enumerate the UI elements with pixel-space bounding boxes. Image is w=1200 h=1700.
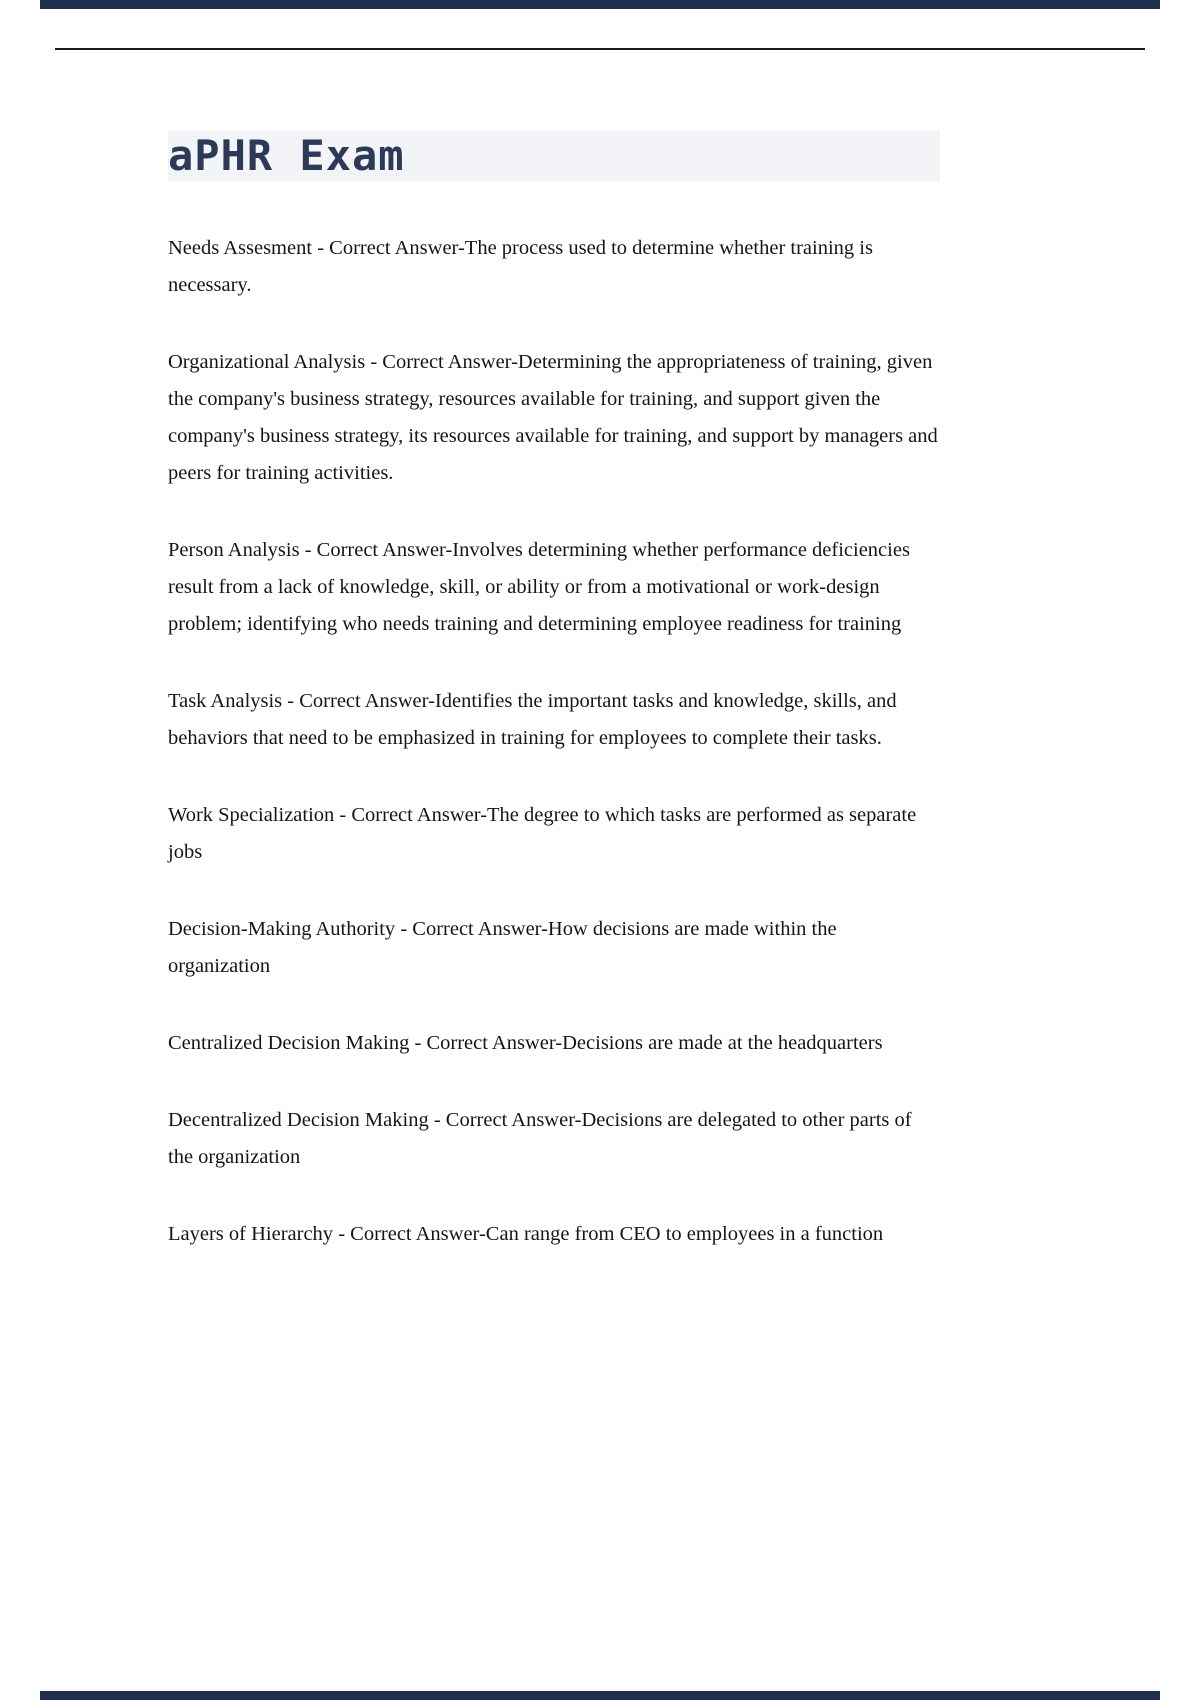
qa-item (168, 230, 940, 304)
qa-separator: - Correct Answer- (299, 539, 453, 561)
qa-term: Organizational Analysis (168, 351, 366, 373)
qa-term: Decision-Making Authority (168, 918, 396, 940)
page-title: aPHR Exam (168, 130, 940, 182)
qa-item (168, 1216, 940, 1253)
qa-separator: - Correct Answer- (334, 804, 488, 826)
qa-definition: The process used to determine whether training is necessary. (168, 237, 873, 296)
qa-item (168, 532, 940, 643)
qa-definition: Can range from CEO to employees in a function (485, 1223, 884, 1245)
qa-definition: Involves determining whether performance deficiencies result from a lack of knowledge, skill, or ability or from a motivational or work-design problem; identifying who needs training and determining employee readiness for training (168, 539, 910, 635)
qa-separator: - Correct Answer- (428, 1109, 582, 1131)
qa-separator: - Correct Answer- (333, 1223, 486, 1245)
qa-item (168, 344, 940, 492)
qa-item (168, 683, 940, 757)
qa-definition: How decisions are made within the organization (168, 918, 837, 977)
qa-separator: - Correct Answer- (395, 918, 548, 940)
qa-definition: Identifies the important tasks and knowledge, skills, and behaviors that need to be emphasized in training for employees to complete their tasks. (168, 690, 897, 749)
qa-separator: - Correct Answer- (409, 1032, 563, 1054)
qa-term: Centralized Decision Making (168, 1032, 410, 1054)
qa-definition: Decisions are made at the headquarters (562, 1032, 883, 1054)
document-body (168, 130, 940, 1293)
qa-separator: - Correct Answer- (312, 237, 465, 259)
qa-term: Person Analysis (168, 539, 300, 561)
qa-item (168, 1102, 940, 1176)
header-rule (55, 48, 1145, 50)
qa-item (168, 1025, 940, 1062)
qa-term: Decentralized Decision Making (168, 1109, 429, 1131)
qa-definition: The degree to which tasks are performed as separate jobs (168, 804, 917, 863)
qa-separator: - Correct Answer- (282, 690, 435, 712)
qa-term: Needs Assesment (168, 237, 313, 259)
qa-definition: Determining the appropriateness of training, given the company's business strategy, resources available for training, and support given the company's business strategy, its resources available for training, and support by managers and peers for training activities. (168, 351, 938, 484)
qa-term: Layers of Hierarchy (168, 1223, 334, 1245)
qa-item (168, 797, 940, 871)
qa-term: Work Specialization (168, 804, 335, 826)
top-page-bar (40, 0, 1160, 9)
qa-separator: - Correct Answer- (365, 351, 518, 373)
qa-item (168, 911, 940, 985)
qa-term: Task Analysis (168, 690, 283, 712)
qa-definition: Decisions are delegated to other parts of the organization (168, 1109, 912, 1168)
bottom-page-bar (40, 1691, 1160, 1700)
